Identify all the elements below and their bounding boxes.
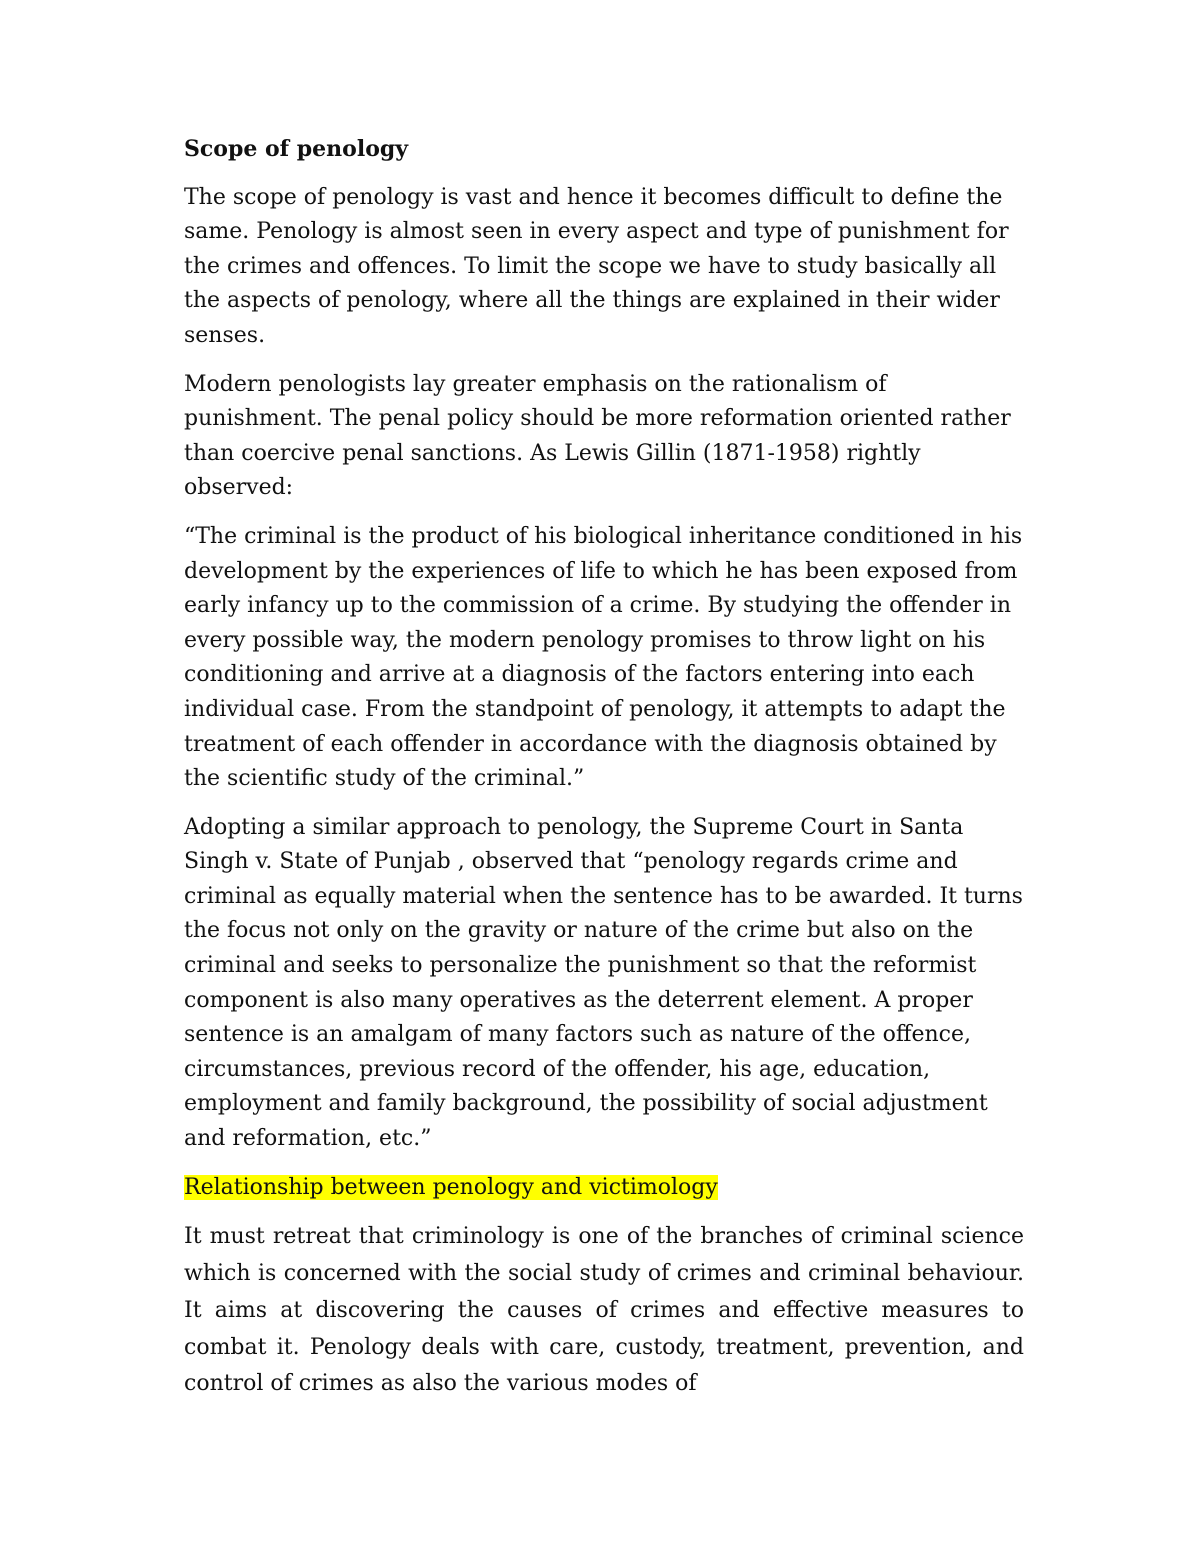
paragraph-quotation: “The criminal is the product of his biological inheritance conditioned in his development by the experiences of life to which he has been exposed from early infancy up to the commission of a crime. By studying the offender in every possible way, the modern penology promises to throw light on his conditioning and arrive at a diagnosis of the factors entering into each individual case. From the standpoint of penology, it attempts to adapt the treatment of each offender in accordance with the diagnosis obtained by the scientific study of the criminal.” bbox=[184, 523, 1023, 792]
paragraph-scope: The scope of penology is vast and hence it becomes difficult to define the same. Penology is almost seen in every aspect and type of punishment for the crimes and offences. To limit the scope we have to study basically all the aspects of penology, where all the things are explained in their wider senses. bbox=[184, 184, 1009, 348]
paragraph-supreme-court: Adopting a similar approach to penology, the Supreme Court in Santa Singh v. State of Punjab , observed that “penology regards crime and criminal as equally material when the sentence has to be awarded. It turns the focus not only on the gravity or nature of the crime but also on the criminal and seeks to personalize the punishment so that the reformist component is also many operatives as the deterrent element. A proper sentence is an amalgam of many factors such as nature of the offence, circumstances, previous record of the offender, his age, education, employment and family background, the possibility of social adjustment and reformation, etc.” bbox=[184, 814, 1023, 1152]
document-body bbox=[184, 132, 1024, 1417]
paragraph-modern-penologists: Modern penologists lay greater emphasis on the rationalism of punishment. The penal policy should be more reformation oriented rather than coercive penal sanctions. As Lewis Gillin (1871-1958) rightly observed: bbox=[184, 371, 1011, 501]
paragraph-criminology: It must retreat that criminology is one of the branches of criminal science which is concerned with the social study of crimes and criminal behaviour. It aims at discovering the causes of crimes and effective measures to combat it. Penology deals with care, custody, treatment, prevention, and control of crimes as also the various modes of bbox=[184, 1224, 1024, 1397]
highlighted-heading-container bbox=[184, 1171, 1024, 1206]
section-heading: Scope of penology bbox=[184, 136, 409, 162]
highlighted-heading: Relationship between penology and victimology bbox=[184, 1174, 718, 1200]
